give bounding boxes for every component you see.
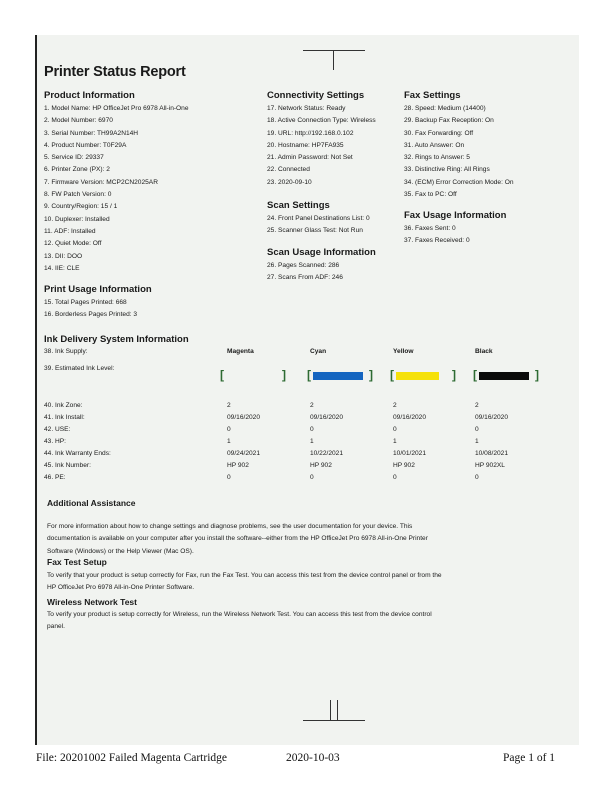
ink-hp: 1 [475,438,479,445]
gauge-right-bracket: ] [369,368,373,382]
info-item: 2. Model Number: 6970 [44,117,113,125]
ink-pe: 0 [310,474,314,481]
info-item: 22. Connected [267,166,310,174]
gauge-right-bracket: ] [535,368,539,382]
info-item: 37. Faxes Received: 0 [404,237,470,245]
gauge-left-bracket: [ [390,368,394,382]
info-item: 17. Network Status: Ready [267,105,346,112]
ink-use: 0 [310,426,314,433]
section-heading: Scan Usage Information [267,247,376,258]
ink-zone: 2 [227,402,231,409]
info-item: 36. Faxes Sent: 0 [404,225,456,232]
section-heading: Fax Usage Information [404,210,507,221]
ink-zone: 2 [475,402,479,409]
gauge-left-bracket: [ [473,368,477,382]
ink-warranty: 10/22/2021 [310,450,344,457]
info-item: 15. Total Pages Printed: 668 [44,299,127,306]
info-item: 4. Product Number: T0F29A [44,141,127,149]
ink-level-bar [313,372,363,380]
ink-install: 09/16/2020 [227,414,261,421]
ink-use: 0 [227,426,231,433]
ink-number-label: 45. Ink Number: [44,462,91,469]
text-line: HP OfficeJet Pro 6978 All-in-One Printer Software. [47,584,195,592]
ink-level-gauge-cyan [307,369,373,383]
text-line: To verify your product is setup correctly for Wireless, run the Wireless Network Test. You can access this test from the device control [47,611,432,618]
ink-install-label: 41. Ink Install: [44,414,85,421]
wireless-test-heading: Wireless Network Test [47,597,137,607]
info-item: 1. Model Name: HP OfficeJet Pro 6978 All-in-One [44,105,189,112]
ink-install: 09/16/2020 [310,414,344,421]
info-item: 33. Distinctive Ring: All Rings [404,166,490,174]
info-item: 24. Front Panel Destinations List: 0 [267,215,370,222]
info-item: 34. (ECM) Error Correction Mode: On [404,178,514,186]
report-title: Printer Status Report [44,64,186,80]
info-item: 23. 2020-09-10 [267,178,312,186]
ink-number: HP 902 [310,462,332,469]
section-heading: Print Usage Information [44,284,152,295]
ink-hp-label: 43. HP: [44,438,66,445]
info-item: 30. Fax Forwarding: Off [404,129,474,137]
ink-level-bar [479,372,529,380]
footer-file-name: File: 20201002 Failed Magenta Cartridge [36,752,227,764]
ink-use-label: 42. USE: [44,426,71,433]
text-line: panel. [47,623,65,631]
info-item: 31. Auto Answer: On [404,141,465,149]
gauge-left-bracket: [ [220,368,224,382]
info-item: 27. Scans From ADF: 246 [267,274,343,282]
info-item: 8. FW Patch Version: 0 [44,191,112,199]
info-item: 20. Hostname: HP7FA935 [267,141,344,149]
text-line: documentation is available on your computer after you install the software--either from the HP OfficeJet Pro 6978 All-in-One Printer [47,535,428,543]
ink-level-gauge-yellow [390,369,456,383]
section-heading: Connectivity Settings [267,90,365,101]
ink-number: HP 902 [227,462,249,469]
ink-hp: 1 [393,438,397,445]
ink-install: 09/16/2020 [393,414,427,421]
text-line: Software (Windows) or the Help Viewer (Mac OS). [47,547,194,555]
ink-hp: 1 [227,438,231,445]
ink-warranty: 10/08/2021 [475,450,509,457]
ink-pe: 0 [475,474,479,481]
fax-test-text [47,570,477,595]
ink-install: 09/16/2020 [475,414,509,421]
info-item: 21. Admin Password: Not Set [267,154,353,162]
print-usage-section [44,284,152,322]
ink-hp: 1 [310,438,314,445]
info-item: 26. Pages Scanned: 286 [267,262,340,269]
info-item: 9. Country/Region: 15 / 1 [44,203,118,211]
info-item: 32. Rings to Answer: 5 [404,154,470,162]
info-item: 16. Borderless Pages Printed: 3 [44,311,138,319]
ink-name: Cyan [310,348,327,355]
crop-mark-top [303,43,365,71]
info-item: 6. Printer Zone (PX): 2 [44,166,110,174]
info-item: 35. Fax to PC: Off [404,191,457,199]
ink-zone-label: 40. Ink Zone: [44,402,83,409]
additional-assistance-text [47,521,477,558]
text-line: To verify that your product is setup correctly for Fax, run the Fax Test. You can access this test from the device control panel or from the [47,572,442,579]
ink-name: Yellow [393,348,414,355]
info-item: 19. URL: http://192.168.0.102 [267,129,354,137]
product-information-section [44,90,189,275]
text-line: For more information about how to change settings and diagnose problems, see the user documentation for your device. This [47,523,413,530]
gauge-right-bracket: ] [282,368,286,382]
info-item: 29. Backup Fax Reception: On [404,117,494,125]
footer-page-number: Page 1 of 1 [503,752,556,764]
ink-zone: 2 [393,402,397,409]
info-item: 25. Scanner Glass Test: Not Run [267,227,363,235]
crop-mark-bottom [303,698,365,726]
ink-warranty: 10/01/2021 [393,450,427,457]
ink-level-label: 39. Estimated Ink Level: [44,365,115,372]
ink-pe-label: 46. PE: [44,474,66,481]
info-item: 12. Quiet Mode: Off [44,240,102,248]
gauge-right-bracket: ] [452,368,456,382]
fax-settings-section [404,90,514,201]
ink-number: HP 902XL [475,462,505,469]
scan-settings-section [267,200,370,238]
section-heading: Product Information [44,90,135,101]
info-item: 5. Service ID: 29337 [44,154,104,162]
wireless-test-text [47,609,477,634]
ink-warranty: 09/24/2021 [227,450,261,457]
ink-level-gauge-black [473,369,539,383]
ink-use: 0 [393,426,397,433]
gauge-left-bracket: [ [307,368,311,382]
ink-zone: 2 [310,402,314,409]
ink-name: Black [475,348,493,355]
fax-usage-section [404,210,506,248]
ink-supply-label: 38. Ink Supply: [44,348,88,355]
section-heading: Scan Settings [267,200,330,211]
connectivity-settings-section [267,90,376,189]
info-item: 18. Active Connection Type: Wireless [267,117,376,125]
additional-assistance-heading: Additional Assistance [47,498,136,508]
info-item: 11. ADF: Installed [44,227,96,235]
ink-pe: 0 [227,474,231,481]
section-heading: Fax Settings [404,90,461,101]
ink-name: Magenta [227,348,254,355]
ink-use: 0 [475,426,479,433]
ink-number: HP 902 [393,462,415,469]
info-item: 13. DII: DOO [44,252,83,260]
ink-system-heading: Ink Delivery System Information [44,334,189,345]
ink-pe: 0 [393,474,397,481]
scan-usage-section [267,247,376,285]
info-item: 14. IIE: CLE [44,264,80,272]
ink-warranty-label: 44. Ink Warranty Ends: [44,450,111,457]
info-item: 7. Firmware Version: MCP2CN2025AR [44,178,158,186]
footer-date: 2020-10-03 [286,752,340,764]
info-item: 10. Duplexer: Installed [44,215,110,223]
info-item: 28. Speed: Medium (14400) [404,105,486,112]
fax-test-heading: Fax Test Setup [47,557,107,567]
ink-level-bar [396,372,439,380]
ink-level-gauge-magenta [220,369,286,383]
scanned-report-page [35,35,579,745]
info-item: 3. Serial Number: TH99A2N14H [44,129,139,137]
